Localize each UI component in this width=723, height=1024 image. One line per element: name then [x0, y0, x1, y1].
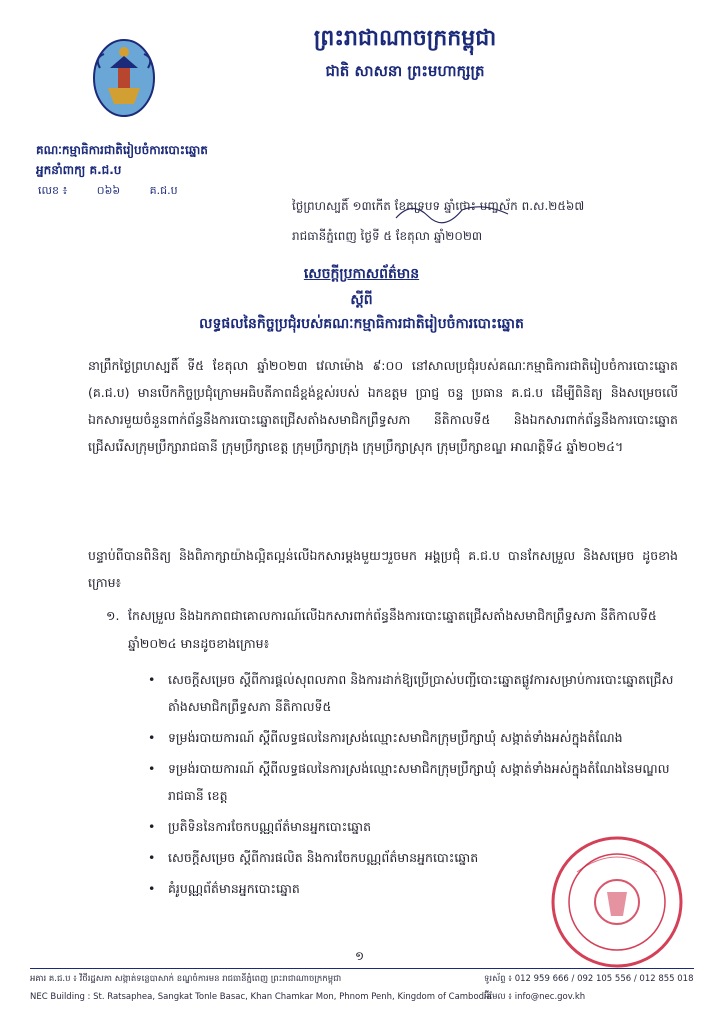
list-item: • ទម្រង់របាយការណ៍ ស្តីពីលទ្ធផលនៃការស្រង់ឈ្មោះសមាជិកក្រុមប្រឹក្សាឃុំ សង្កាត់ទាំងអស់ក្នុងតំណែងនៃមណ្ឌលរាជធានី ខេត្ត — [148, 755, 683, 809]
solar-date: រាជធានីភ្នំពេញ ថ្ងៃទី ៥ ខែតុលា ឆ្នាំ២០២៣ — [292, 229, 483, 243]
item-text: កែសម្រួល និងឯកភាពជាគោលការណ៍លើឯកសារពាក់ព័ន្ធនឹងការបោះឆ្នោតជ្រើសតាំងសមាជិកព្រឹទ្ធសភា នីតិកាលទី៥ ឆ្នាំ២០២៤ មានដូចខាងក្រោម៖ — [128, 608, 657, 651]
list-item: • សេចក្តីសម្រេច ស្តីពីការផ្តល់សុពលភាព និងការដាក់ឱ្យប្រើប្រាស់បញ្ជីបោះឆ្នោតផ្លូវការសម្រាប់ការបោះឆ្នោតជ្រើសតាំងសមាជិកព្រឹទ្ធសភា នីតិកាលទី៥ — [148, 666, 683, 720]
ref-suffix: គ.ជ.ប — [149, 184, 178, 197]
numbered-item-1 — [106, 602, 678, 658]
list-item: • ទម្រង់របាយការណ៍ ស្តីពីលទ្ធផលនៃការស្រង់ឈ្មោះសមាជិកក្រុមប្រឹក្សាឃុំ សង្កាត់ទាំងអស់ក្នុងតំណែង — [148, 724, 683, 751]
ref-number: ០៦៦ — [96, 184, 121, 197]
footer-phone: ទូរស័ព្ទ ៖ 012 959 666 / 092 105 556 / 012 855 018 — [484, 974, 694, 984]
list-item: • ប្រតិទិននៃការចែកបណ្ណព័ត៌មានអ្នកបោះឆ្នោត — [148, 813, 683, 840]
list-item: • សេចក្តីសម្រេច ស្តីពីការផលិត និងការចែកបណ្ណព័ត៌មានអ្នកបោះឆ្នោត — [148, 844, 683, 871]
page-number: ១ — [355, 949, 365, 963]
lunar-date: ថ្ងៃព្រហស្បតិ៍ ១៣កើត ខែភទ្របទ ឆ្នាំថោះ បញ្ចស័ក ព.ស.២៥៦៧ — [292, 199, 585, 213]
national-motto: ជាតិ សាសនា ព្រះមហាក្សត្រ — [325, 62, 485, 80]
kingdom-title: ព្រះរាជាណាចក្រកម្ពុជា — [313, 26, 497, 51]
paragraph-2: បន្ទាប់ពីបានពិនិត្យ និងពិភាក្សាយ៉ាងល្អិតល្អន់លើឯកសារម្តងមួយៗរួចមក អង្គប្រជុំ គ.ជ.ប បានកែសម្រួល និងសម្រេច ដូចខាងក្រោម៖ — [88, 548, 678, 590]
nec-logo — [90, 38, 158, 124]
paragraph-1: នាព្រឹកថ្ងៃព្រហស្បតិ៍ ទី៥ ខែតុលា ឆ្នាំ២០២៣ វេលាម៉ោង ៩:០០ នៅសាលប្រជុំរបស់គណៈកម្មាធិការជាតិរៀបចំការបោះឆ្នោត (គ.ជ.ប) មានបើកកិច្ចប្រជុំក្រោមអធិបតីភាពដ៏ខ្ពង់ខ្ពស់របស់ ឯកឧត្តម ប្រាជ្ញ ចន្ទ ប្រធាន គ.ជ.ប ដើម្បីពិនិត្យ និងសម្រេចលើឯកសារមួយចំនួនពាក់ព័ន្ធនឹងការបោះឆ្នោតជ្រើសតាំងសមាជិកព្រឹទ្ធសភា នីតិកាលទី៥ និងឯកសារពាក់ព័ន្ធនឹងការបោះឆ្នោតជ្រើសរើសក្រុមប្រឹក្សារាជធានី ក្រុមប្រឹក្សាខេត្ត ក្រុមប្រឹក្សាក្រុង ក្រុមប្រឹក្សាស្រុក ក្រុមប្រឹក្សាខណ្ឌ អាណត្តិទី៤ ឆ្នាំ២០២៤។ — [88, 358, 678, 454]
footer-email: អ៊ីមែល ៖ info@nec.gov.kh — [484, 992, 586, 1002]
doc-subject: លទ្ធផលនៃកិច្ចប្រជុំរបស់គណៈកម្មាធិការជាតិរៀបចំការបោះឆ្នោត — [199, 316, 524, 332]
ref-label: លេខ ៖ — [38, 184, 68, 197]
footer-divider — [30, 968, 694, 969]
doc-subtitle: ស្តីពី — [350, 292, 373, 308]
doc-title: សេចក្តីប្រកាសព័ត៌មាន — [303, 266, 420, 282]
item-number: ១. — [106, 608, 120, 623]
department-name: អ្នកនាំពាក្យ គ.ជ.ប — [36, 163, 122, 177]
footer-address-en: NEC Building : St. Ratsaphea, Sangkat Tonle Basac, Khan Chamkar Mon, Phnom Penh, Kingdom of Cambodia — [30, 992, 492, 1002]
reference-number — [38, 184, 204, 200]
org-name: គណៈកម្មាធិការជាតិរៀបចំការបោះឆ្នោត — [36, 143, 208, 157]
footer-address-kh: អគារ គ.ជ.ប ៖ វិថីរដ្ឋសភា សង្កាត់ទន្លេបាសាក់ ខណ្ឌចំការមន រាជធានីភ្នំពេញ ព្រះរាជាណាចក្រកម្ពុជា — [30, 974, 342, 984]
official-seal-icon — [547, 832, 687, 972]
list-item: • គំរូបណ្ណព័ត៌មានអ្នកបោះឆ្នោត — [148, 875, 683, 902]
